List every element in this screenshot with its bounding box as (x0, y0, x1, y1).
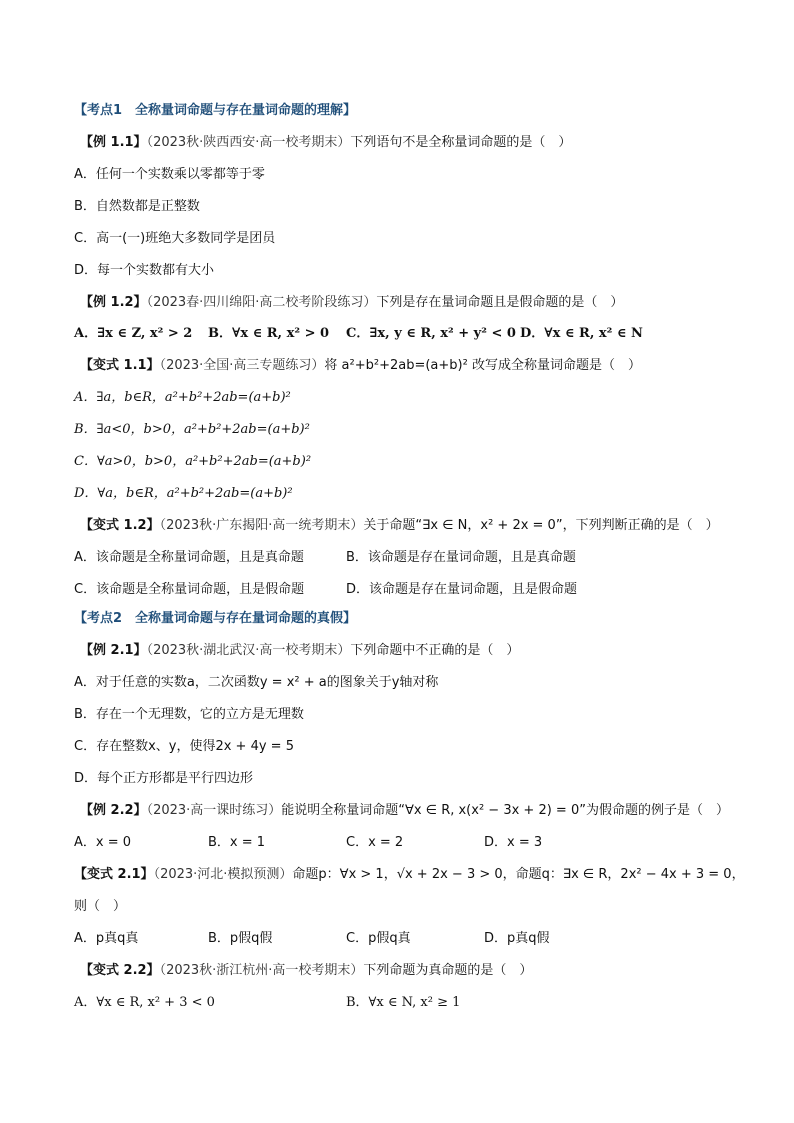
question-stem-continued: 则（ ） (74, 899, 127, 914)
option-c: C．p假q真 (346, 931, 411, 946)
option-b: B．该命题是存在量词命题，且是真命题 (346, 550, 576, 565)
example-tag: 【变式 1.2】 (80, 518, 160, 533)
source-note: （2023·高一课时练习） (146, 803, 282, 818)
question-stem: 下列命题为真命题的是（ ） (363, 963, 533, 978)
option-c: C．∀a>0，b>0，a²+b²+2ab=(a+b)² (74, 454, 312, 469)
option-a: A．∃a，b∈R，a²+b²+2ab=(a+b)² (74, 390, 291, 405)
option-d: D．该命题是存在量词命题，且是假命题 (346, 582, 578, 597)
option-a: A．该命题是全称量词命题，且是真命题 (74, 550, 304, 565)
section-2-header: 【考点2 全称量词命题与存在量词命题的真假】 (74, 611, 357, 626)
example-2-2-question (80, 802, 754, 820)
option-b: B．p假q假 (208, 931, 273, 946)
source-note: （2023秋·湖北武汉·高一校考期末） (146, 643, 351, 658)
option-b: B．∃a<0，b>0，a²+b²+2ab=(a+b)² (74, 422, 310, 437)
option-d: D．每个正方形都是平行四边形 (74, 771, 254, 786)
question-stem: 下列是存在量词命题且是假命题的是（ ） (376, 295, 624, 310)
example-1-1-question (80, 134, 754, 152)
variant-1-2-question (80, 517, 754, 535)
option-b: B．x = 1 (208, 835, 266, 850)
option-a: A．对于任意的实数a，二次函数y = x² + a的图象关于y轴对称 (74, 675, 439, 690)
option-b: B．存在一个无理数，它的立方是无理数 (74, 707, 304, 722)
example-tag: 【例 2.1】 (80, 643, 147, 658)
option-c: C．存在整数x、y，使得2x + 4y = 5 (74, 739, 294, 754)
option-d: D．∀x ∈ R, x² ∈ N (520, 326, 643, 341)
option-c: C．该命题是全称量词命题，且是假命题 (74, 582, 305, 597)
option-c: C．x = 2 (346, 835, 404, 850)
option-c: C．∃x, y ∈ R, x² + y² < 0 (346, 326, 516, 341)
question-stem: 命题p：∀x > 1，√x + 2x − 3 > 0，命题q：∃x ∈ R，2x² − 4x + 3 = 0， (292, 867, 745, 882)
option-b: B．∀x ∈ N, x² ≥ 1 (346, 995, 461, 1010)
variant-2-2-question (80, 962, 754, 980)
option-d: D．p真q假 (484, 931, 550, 946)
source-note: （2023春·四川绵阳·高二校考阶段练习） (146, 295, 377, 310)
variant-1-1-question (80, 357, 754, 375)
source-note: （2023秋·陕西西安·高一校考期末） (146, 135, 351, 150)
section-1-header: 【考点1 全称量词命题与存在量词命题的理解】 (74, 103, 357, 118)
option-d: D．x = 3 (484, 835, 543, 850)
option-a: A．∀x ∈ R, x² + 3 < 0 (74, 995, 215, 1010)
source-note: （2023·河北·模拟预测） (153, 867, 293, 882)
example-2-1-question (80, 642, 754, 660)
option-a: A．p真q真 (74, 931, 139, 946)
question-stem: 下列语句不是全称量词命题的是（ ） (350, 135, 572, 150)
option-d: D．∀a，b∈R，a²+b²+2ab=(a+b)² (74, 486, 293, 501)
source-note: （2023秋·广东揭阳·高一统考期末） (159, 518, 364, 533)
example-tag: 【例 1.2】 (80, 295, 147, 310)
question-stem: 关于命题“∃x ∈ N，x² + 2x = 0”，下列判断正确的是（ ） (363, 518, 719, 533)
example-tag: 【变式 1.1】 (80, 358, 160, 373)
option-c: C．高一(一)班绝大多数同学是团员 (74, 231, 276, 246)
option-b: B．∀x ∈ R, x² > 0 (208, 326, 330, 341)
option-d: D．每一个实数都有大小 (74, 263, 215, 278)
example-1-2-question (80, 294, 754, 312)
option-a: A．∃x ∈ Z, x² > 2 (74, 326, 193, 341)
variant-2-1-question (74, 866, 754, 884)
example-tag: 【变式 2.1】 (74, 867, 154, 882)
option-b: B．自然数都是正整数 (74, 199, 200, 214)
question-stem: 下列命题中不正确的是（ ） (350, 643, 520, 658)
source-note: （2023·全国·高三专题练习） (159, 358, 325, 373)
question-stem: 能说明全称量词命题“∀x ∈ R, x(x² − 3x + 2) = 0”为假命题的例子是（ ） (281, 803, 729, 818)
example-tag: 【例 1.1】 (80, 135, 147, 150)
source-note: （2023秋·浙江杭州·高一校考期末） (159, 963, 364, 978)
example-tag: 【例 2.2】 (80, 803, 147, 818)
question-stem: 将 a²+b²+2ab=(a+b)² 改写成全称量词命题是（ ） (324, 358, 641, 373)
example-tag: 【变式 2.2】 (80, 963, 160, 978)
option-a: A．任何一个实数乘以零都等于零 (74, 167, 265, 182)
option-a: A．x = 0 (74, 835, 132, 850)
